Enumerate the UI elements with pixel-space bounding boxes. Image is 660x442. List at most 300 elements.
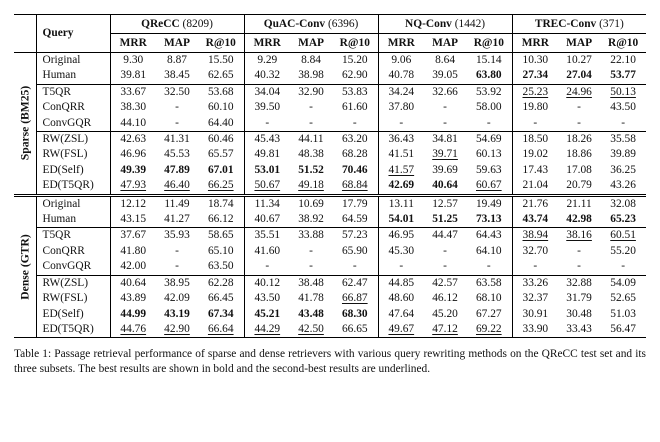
value-cell <box>600 195 646 212</box>
value-cell <box>600 68 646 84</box>
value-cell <box>466 275 512 291</box>
best-value: 47.89 <box>164 163 190 176</box>
value-cell <box>424 275 466 291</box>
value: 48.38 <box>298 148 324 161</box>
value: 48.60 <box>388 292 415 305</box>
value-cell <box>424 195 466 212</box>
value-cell <box>332 147 378 162</box>
value: 41.60 <box>254 244 281 257</box>
value: 42.00 <box>120 260 147 273</box>
value: 8.84 <box>301 54 321 66</box>
value-cell <box>512 147 558 162</box>
value: 32.90 <box>298 85 324 98</box>
value: 56.47 <box>610 322 636 335</box>
value: 62.47 <box>341 276 368 289</box>
best-value: 70.46 <box>341 163 368 176</box>
value: - <box>577 260 581 273</box>
second-best-value: 66.87 <box>341 292 368 305</box>
value: 62.28 <box>207 276 234 289</box>
value: 37.80 <box>388 101 415 114</box>
value: 18.74 <box>207 197 234 210</box>
second-best-value: 25.23 <box>522 85 549 98</box>
value-cell <box>424 163 466 178</box>
value: 39.50 <box>254 101 281 114</box>
value-cell <box>332 68 378 84</box>
value-cell <box>466 147 512 162</box>
value: 64.10 <box>475 244 502 257</box>
value-cell <box>290 322 332 338</box>
second-best-value: 66.64 <box>207 322 234 335</box>
value: 41.51 <box>388 148 415 161</box>
value-cell <box>600 322 646 338</box>
value: 41.78 <box>298 292 324 305</box>
metric-header: R@10 <box>466 34 512 53</box>
second-best-value: 42.50 <box>298 322 324 335</box>
value: 58.65 <box>207 229 234 242</box>
value-cell <box>558 100 600 115</box>
paper-table-figure <box>14 14 646 377</box>
value-cell <box>558 147 600 162</box>
value: 32.50 <box>164 85 190 98</box>
value: - <box>309 244 313 257</box>
value-cell <box>156 275 198 291</box>
group-header-qrecc <box>110 15 244 34</box>
best-value: 44.99 <box>120 307 147 320</box>
value: 66.45 <box>207 292 234 305</box>
value-cell <box>558 53 600 69</box>
section-label-cell <box>14 53 36 196</box>
value-cell <box>110 100 156 115</box>
value: 9.06 <box>391 54 412 66</box>
value: 18.86 <box>566 148 592 161</box>
value: 43.15 <box>120 213 147 226</box>
value: 10.27 <box>566 54 592 66</box>
value: 11.34 <box>254 197 280 210</box>
second-best-value: 42.90 <box>164 322 190 335</box>
value-cell <box>290 116 332 132</box>
value-cell <box>512 291 558 306</box>
value-cell <box>156 212 198 228</box>
value-cell <box>244 178 290 195</box>
value: 34.81 <box>432 133 458 146</box>
value: 38.92 <box>298 213 324 226</box>
value-cell <box>332 322 378 338</box>
value: 66.12 <box>207 213 234 226</box>
second-best-value: 47.93 <box>120 179 147 192</box>
value-cell <box>558 178 600 195</box>
value: 46.95 <box>388 229 415 242</box>
value-cell <box>290 275 332 291</box>
value-cell <box>156 116 198 132</box>
value: 40.64 <box>120 276 147 289</box>
value-cell <box>156 291 198 306</box>
value: - <box>443 101 447 114</box>
table-row <box>14 259 646 275</box>
value: 60.13 <box>475 148 502 161</box>
second-best-value: 44.76 <box>120 322 147 335</box>
value-cell <box>198 53 244 69</box>
query-method-cell: RW(FSL) <box>36 147 110 162</box>
value-cell <box>466 100 512 115</box>
value: 51.03 <box>610 307 636 320</box>
metric-header: MRR <box>512 34 558 53</box>
value-cell <box>600 228 646 244</box>
metric-header: MAP <box>558 34 600 53</box>
table-row <box>14 147 646 162</box>
value: - <box>577 244 581 257</box>
query-method-cell: Original <box>36 195 110 212</box>
value: - <box>309 116 313 129</box>
value-cell <box>244 84 290 100</box>
value-cell <box>512 259 558 275</box>
value-cell <box>110 147 156 162</box>
value-cell <box>424 259 466 275</box>
value-cell <box>558 307 600 322</box>
table-row <box>14 307 646 322</box>
query-method-cell: Human <box>36 68 110 84</box>
best-value: 45.21 <box>254 307 281 320</box>
value-cell <box>198 259 244 275</box>
value-cell <box>512 53 558 69</box>
value: 42.63 <box>120 133 147 146</box>
value-cell <box>600 259 646 275</box>
value: 35.58 <box>610 133 636 146</box>
value: 64.40 <box>207 116 234 129</box>
value: 18.50 <box>522 133 549 146</box>
value-cell <box>290 100 332 115</box>
value-cell <box>512 100 558 115</box>
value-cell <box>466 163 512 178</box>
second-best-value: 38.16 <box>566 229 592 242</box>
value: 11.49 <box>164 197 190 210</box>
value-cell <box>466 68 512 84</box>
group-count: (371) <box>599 18 624 30</box>
value: - <box>352 116 357 129</box>
group-count: (1442) <box>454 18 486 30</box>
value: - <box>533 260 538 273</box>
value-cell <box>156 195 198 212</box>
value: - <box>309 101 313 114</box>
value: 57.23 <box>341 229 368 242</box>
value-cell <box>244 68 290 84</box>
metric-header: MRR <box>378 34 424 53</box>
best-value: 51.25 <box>432 213 458 226</box>
value-cell <box>512 132 558 148</box>
value: 42.09 <box>164 292 190 305</box>
value: 65.57 <box>207 148 234 161</box>
value-cell <box>332 116 378 132</box>
value-cell <box>558 84 600 100</box>
value: 10.30 <box>522 54 549 66</box>
value: - <box>399 260 404 273</box>
value-cell <box>332 195 378 212</box>
value-cell <box>424 68 466 84</box>
value: 38.98 <box>298 69 324 82</box>
value: 19.02 <box>522 148 549 161</box>
value-cell <box>424 212 466 228</box>
value: 54.69 <box>475 133 502 146</box>
second-best-value: 49.18 <box>298 179 324 192</box>
value: 38.48 <box>298 276 324 289</box>
value-cell <box>512 163 558 178</box>
value-cell <box>332 275 378 291</box>
value: 35.93 <box>164 229 190 242</box>
value: 17.43 <box>522 163 549 176</box>
value-cell <box>244 322 290 338</box>
value: 43.26 <box>610 179 636 192</box>
value-cell <box>244 275 290 291</box>
table-row <box>14 212 646 228</box>
value-cell <box>466 291 512 306</box>
value-cell <box>290 68 332 84</box>
value: 64.43 <box>475 229 502 242</box>
results-body <box>14 53 646 338</box>
value: 39.81 <box>120 69 147 82</box>
value-cell <box>600 84 646 100</box>
value-cell <box>466 212 512 228</box>
second-best-value: 60.51 <box>610 229 636 242</box>
value: 39.69 <box>432 163 458 176</box>
value-cell <box>156 244 198 259</box>
best-value: 68.30 <box>341 307 368 320</box>
value-cell <box>290 53 332 69</box>
value: 19.80 <box>522 101 549 114</box>
best-value: 42.69 <box>388 179 415 192</box>
value-cell <box>466 322 512 338</box>
value-cell <box>110 163 156 178</box>
value-cell <box>332 259 378 275</box>
metric-header: MRR <box>110 34 156 53</box>
value-cell <box>600 132 646 148</box>
second-best-value: 66.25 <box>207 179 234 192</box>
value-cell <box>424 291 466 306</box>
value: 9.30 <box>123 54 144 66</box>
value: - <box>577 101 581 114</box>
section-header-cell <box>14 15 36 53</box>
value-cell <box>198 116 244 132</box>
value: - <box>175 116 179 129</box>
value-cell <box>600 275 646 291</box>
value: - <box>265 116 270 129</box>
value: 33.88 <box>298 229 324 242</box>
group-name: NQ-Conv <box>405 18 452 30</box>
value-cell <box>378 291 424 306</box>
value: 47.64 <box>388 307 415 320</box>
value-cell <box>600 100 646 115</box>
value-cell <box>332 178 378 195</box>
value: 44.85 <box>388 276 415 289</box>
value-cell <box>156 84 198 100</box>
table-row <box>14 244 646 259</box>
value: 62.65 <box>207 69 234 82</box>
second-best-value: 68.84 <box>341 179 368 192</box>
query-column-header: Query <box>36 15 110 53</box>
value: - <box>309 260 313 273</box>
value-cell <box>244 116 290 132</box>
value-cell <box>378 178 424 195</box>
value: 19.49 <box>475 197 502 210</box>
value: 52.65 <box>610 292 636 305</box>
value-cell <box>198 100 244 115</box>
query-method-cell: RW(FSL) <box>36 291 110 306</box>
value: 15.20 <box>341 54 368 66</box>
table-row <box>14 132 646 148</box>
value: 32.70 <box>522 244 549 257</box>
value-cell <box>110 228 156 244</box>
value: 41.31 <box>164 133 190 146</box>
value-cell <box>466 53 512 69</box>
value-cell <box>290 307 332 322</box>
value-cell <box>424 53 466 69</box>
value-cell <box>110 291 156 306</box>
value-cell <box>198 322 244 338</box>
value-cell <box>466 244 512 259</box>
value: 63.58 <box>475 276 502 289</box>
value: 30.91 <box>522 307 549 320</box>
value: - <box>533 116 538 129</box>
value-cell <box>110 84 156 100</box>
value-cell <box>110 322 156 338</box>
value: 44.10 <box>120 116 147 129</box>
value-cell <box>600 244 646 259</box>
value: - <box>577 116 581 129</box>
query-method-cell: T5QR <box>36 228 110 244</box>
value-cell <box>378 132 424 148</box>
value-cell <box>332 132 378 148</box>
value-cell <box>244 132 290 148</box>
table-row <box>14 275 646 291</box>
value: - <box>443 260 447 273</box>
value-cell <box>198 291 244 306</box>
value-cell <box>512 178 558 195</box>
value: 68.28 <box>341 148 368 161</box>
value: 53.83 <box>341 85 368 98</box>
value-cell <box>378 53 424 69</box>
value-cell <box>378 195 424 212</box>
value: - <box>486 260 491 273</box>
value-cell <box>424 228 466 244</box>
value: 40.78 <box>388 69 415 82</box>
query-method-cell: ED(Self) <box>36 163 110 178</box>
value-cell <box>198 307 244 322</box>
value: 45.53 <box>164 148 190 161</box>
value: 64.59 <box>341 213 368 226</box>
second-best-value: 39.71 <box>432 148 458 161</box>
best-value: 53.77 <box>610 69 636 82</box>
value-cell <box>290 195 332 212</box>
query-method-cell: ConvGQR <box>36 259 110 275</box>
value: 8.87 <box>167 54 187 66</box>
second-best-value: 50.13 <box>610 85 636 98</box>
value: 36.43 <box>388 133 415 146</box>
value-cell <box>156 68 198 84</box>
value: 12.57 <box>432 197 458 210</box>
value: 15.50 <box>207 54 234 66</box>
best-value: 67.34 <box>207 307 234 320</box>
value-cell <box>466 178 512 195</box>
metric-header: R@10 <box>600 34 646 53</box>
metric-header: MRR <box>244 34 290 53</box>
value: 13.11 <box>388 197 414 210</box>
value-cell <box>332 212 378 228</box>
best-value: 63.80 <box>475 69 502 82</box>
best-value: 40.64 <box>432 179 458 192</box>
value: 41.80 <box>120 244 147 257</box>
value-cell <box>198 212 244 228</box>
metric-header: MAP <box>290 34 332 53</box>
value-cell <box>290 147 332 162</box>
value-cell <box>558 244 600 259</box>
value-cell <box>110 68 156 84</box>
value-cell <box>558 212 600 228</box>
group-count: (6396) <box>327 18 359 30</box>
value: 20.79 <box>566 179 592 192</box>
value-cell <box>558 132 600 148</box>
value-cell <box>600 147 646 162</box>
value: 37.67 <box>120 229 147 242</box>
value-cell <box>198 84 244 100</box>
second-best-value: 60.67 <box>475 179 502 192</box>
value-cell <box>110 244 156 259</box>
value: 45.43 <box>254 133 281 146</box>
section-label-cell <box>14 195 36 338</box>
best-value: 27.04 <box>566 69 592 82</box>
value: 53.92 <box>475 85 502 98</box>
table-row <box>14 322 646 338</box>
value: 31.79 <box>566 292 592 305</box>
query-method-cell: ED(T5QR) <box>36 322 110 338</box>
value: 49.81 <box>254 148 281 161</box>
value: - <box>443 244 447 257</box>
value-cell <box>110 259 156 275</box>
value-cell <box>466 228 512 244</box>
value-cell <box>600 212 646 228</box>
value: 43.89 <box>120 292 147 305</box>
value: 21.11 <box>566 197 592 210</box>
value-cell <box>290 244 332 259</box>
value-cell <box>110 307 156 322</box>
value-cell <box>378 100 424 115</box>
query-method-cell: Human <box>36 212 110 228</box>
results-table <box>14 14 646 338</box>
table-row <box>14 68 646 84</box>
value-cell <box>466 195 512 212</box>
second-best-value: 50.67 <box>254 179 281 192</box>
value-cell <box>290 259 332 275</box>
value: - <box>486 116 491 129</box>
best-value: 43.48 <box>298 307 324 320</box>
value: 41.27 <box>164 213 190 226</box>
value-cell <box>424 100 466 115</box>
table-row <box>14 195 646 212</box>
best-value: 53.01 <box>254 163 281 176</box>
value-cell <box>600 116 646 132</box>
best-value: 73.13 <box>475 213 502 226</box>
group-count: (8209) <box>182 18 213 30</box>
value-cell <box>156 100 198 115</box>
value-cell <box>466 116 512 132</box>
value-cell <box>378 163 424 178</box>
value: 60.46 <box>207 133 234 146</box>
table-caption: Table 1: Passage retrieval performance of sparse and dense retrievers with various query rewriting methods on the QReCC test set and its three subsets. The best results are shown in bold and the second-best results are underlined. <box>14 348 646 376</box>
best-value: 49.39 <box>120 163 147 176</box>
table-row <box>14 178 646 195</box>
value-cell <box>156 259 198 275</box>
query-method-cell: ConQRR <box>36 244 110 259</box>
value-cell <box>558 195 600 212</box>
value-cell <box>198 275 244 291</box>
value: 33.26 <box>522 276 549 289</box>
